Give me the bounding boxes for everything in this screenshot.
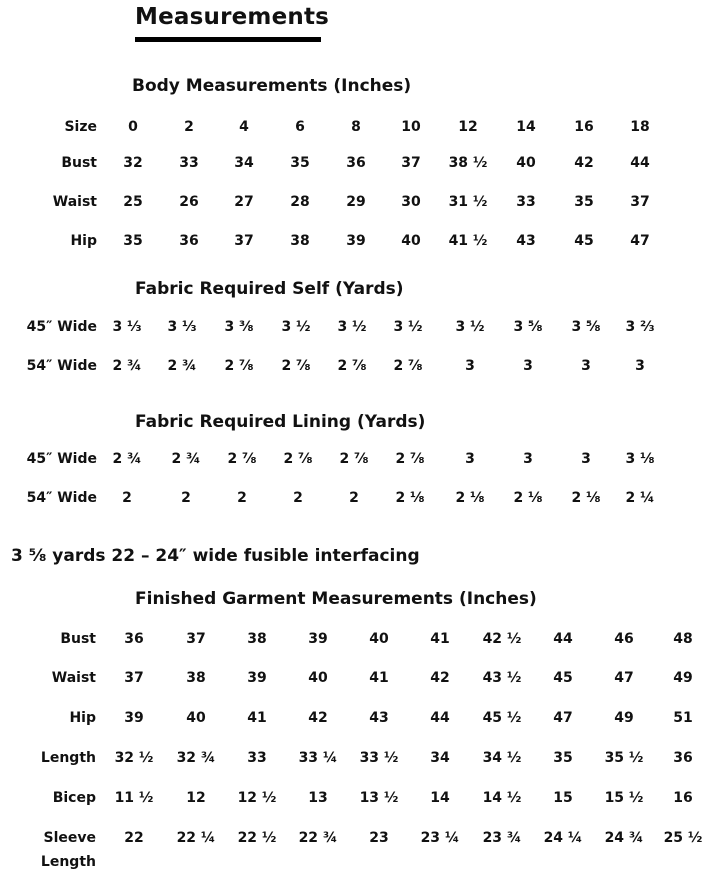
table-cell: 47 xyxy=(553,710,573,726)
table-cell: 13 xyxy=(308,790,328,806)
table-cell: 46 xyxy=(614,631,634,647)
table-cell: 37 xyxy=(124,670,144,686)
row-label: Length xyxy=(40,750,96,766)
table-cell: 3 xyxy=(465,358,475,374)
interfacing-note: 3 ⅝ yards 22 – 24″ wide fusible interfacing xyxy=(11,546,420,566)
page-title: Measurements xyxy=(135,4,330,30)
table-cell: 2 xyxy=(293,490,303,506)
table-cell: 41 xyxy=(247,710,267,726)
row-label: Waist xyxy=(52,194,97,210)
row-label: Sleeve xyxy=(43,830,96,846)
table-cell: 33 xyxy=(516,194,536,210)
table-cell: 13 ½ xyxy=(359,790,399,806)
table-cell: 35 ½ xyxy=(604,750,644,766)
table-cell: 44 xyxy=(630,155,650,171)
table-cell: 22 ¾ xyxy=(298,830,338,846)
table-cell: 29 xyxy=(346,194,366,210)
table-cell: 42 xyxy=(308,710,328,726)
table-cell: 42 xyxy=(430,670,450,686)
table-cell: 38 xyxy=(186,670,206,686)
table-cell: 3 ⅛ xyxy=(625,451,655,467)
table-cell: 2 xyxy=(184,119,194,135)
table-cell: 23 xyxy=(369,830,389,846)
row-label-line2: Length xyxy=(40,854,96,870)
table-cell: 39 xyxy=(346,233,366,249)
table-cell: 43 xyxy=(516,233,536,249)
row-label: Bicep xyxy=(52,790,96,806)
table-cell: 2 xyxy=(181,490,191,506)
table-cell: 24 ¾ xyxy=(604,830,644,846)
table-cell: 3 xyxy=(635,358,645,374)
fabric-self-heading: Fabric Required Self (Yards) xyxy=(135,279,404,299)
table-cell: 2 xyxy=(349,490,359,506)
table-cell: 42 xyxy=(574,155,594,171)
table-cell: 48 xyxy=(673,631,693,647)
table-cell: 2 ¾ xyxy=(112,358,142,374)
table-cell: 33 ½ xyxy=(359,750,399,766)
row-label: Bust xyxy=(60,631,96,647)
table-cell: 3 ⅜ xyxy=(224,319,254,335)
table-cell: 43 ½ xyxy=(482,670,522,686)
table-cell: 2 ⅛ xyxy=(455,490,485,506)
table-cell: 36 xyxy=(673,750,693,766)
table-cell: 2 ⅞ xyxy=(395,451,425,467)
table-cell: 2 ⅞ xyxy=(393,358,423,374)
table-cell: 3 xyxy=(581,451,591,467)
table-cell: 14 xyxy=(430,790,450,806)
table-cell: 32 xyxy=(123,155,143,171)
table-cell: 39 xyxy=(247,670,267,686)
title-underline xyxy=(135,37,321,42)
table-cell: 2 ¾ xyxy=(167,358,197,374)
table-cell: 23 ¼ xyxy=(420,830,460,846)
row-label: Hip xyxy=(69,710,96,726)
table-cell: 36 xyxy=(124,631,144,647)
table-cell: 2 ⅞ xyxy=(337,358,367,374)
body-measurements-heading: Body Measurements (Inches) xyxy=(132,76,412,96)
table-cell: 34 ½ xyxy=(482,750,522,766)
table-cell: 14 xyxy=(516,119,536,135)
table-cell: 37 xyxy=(630,194,650,210)
table-cell: 37 xyxy=(234,233,254,249)
table-cell: 15 ½ xyxy=(604,790,644,806)
table-cell: 35 xyxy=(553,750,573,766)
table-cell: 49 xyxy=(614,710,634,726)
table-cell: 35 xyxy=(290,155,310,171)
table-cell: 22 ½ xyxy=(237,830,277,846)
table-cell: 3 xyxy=(523,358,533,374)
row-label: Hip xyxy=(70,233,97,249)
table-cell: 45 xyxy=(553,670,573,686)
table-cell: 2 ⅞ xyxy=(224,358,254,374)
table-cell: 41 ½ xyxy=(448,233,488,249)
table-cell: 32 ½ xyxy=(114,750,154,766)
table-cell: 39 xyxy=(124,710,144,726)
table-cell: 47 xyxy=(614,670,634,686)
table-cell: 3 xyxy=(581,358,591,374)
table-cell: 37 xyxy=(186,631,206,647)
table-cell: 14 ½ xyxy=(482,790,522,806)
table-cell: 37 xyxy=(401,155,421,171)
table-cell: 3 ½ xyxy=(281,319,311,335)
table-cell: 34 xyxy=(430,750,450,766)
table-cell: 2 ⅛ xyxy=(571,490,601,506)
table-cell: 26 xyxy=(179,194,199,210)
table-cell: 22 xyxy=(124,830,144,846)
table-cell: 36 xyxy=(179,233,199,249)
table-cell: 44 xyxy=(553,631,573,647)
table-cell: 40 xyxy=(401,233,421,249)
table-cell: 16 xyxy=(574,119,594,135)
table-cell: 38 xyxy=(290,233,310,249)
table-cell: 24 ¼ xyxy=(543,830,583,846)
table-cell: 28 xyxy=(290,194,310,210)
table-cell: 35 xyxy=(123,233,143,249)
table-cell: 2 ⅞ xyxy=(281,358,311,374)
table-cell: 25 ½ xyxy=(663,830,703,846)
table-cell: 10 xyxy=(401,119,421,135)
row-label: Size xyxy=(64,119,97,135)
table-cell: 36 xyxy=(346,155,366,171)
row-label: 54″ Wide xyxy=(26,358,97,374)
table-cell: 49 xyxy=(673,670,693,686)
table-cell: 3 xyxy=(465,451,475,467)
table-cell: 2 ⅛ xyxy=(395,490,425,506)
table-cell: 3 ½ xyxy=(455,319,485,335)
table-cell: 3 ⅓ xyxy=(112,319,142,335)
table-cell: 3 ½ xyxy=(393,319,423,335)
table-cell: 33 xyxy=(247,750,267,766)
table-cell: 2 ⅞ xyxy=(227,451,257,467)
table-cell: 42 ½ xyxy=(482,631,522,647)
table-cell: 12 xyxy=(186,790,206,806)
table-cell: 2 ⅛ xyxy=(513,490,543,506)
table-cell: 25 xyxy=(123,194,143,210)
table-cell: 38 xyxy=(247,631,267,647)
table-cell: 41 xyxy=(430,631,450,647)
table-cell: 45 ½ xyxy=(482,710,522,726)
table-cell: 16 xyxy=(673,790,693,806)
table-cell: 34 xyxy=(234,155,254,171)
table-cell: 45 xyxy=(574,233,594,249)
table-cell: 22 ¼ xyxy=(176,830,216,846)
table-cell: 3 ⅔ xyxy=(625,319,655,335)
table-cell: 32 ¾ xyxy=(176,750,216,766)
row-label: Waist xyxy=(51,670,96,686)
table-cell: 12 xyxy=(458,119,478,135)
table-cell: 2 ¾ xyxy=(171,451,201,467)
table-cell: 12 ½ xyxy=(237,790,277,806)
row-label: Bust xyxy=(61,155,97,171)
table-cell: 3 xyxy=(523,451,533,467)
fabric-lining-heading: Fabric Required Lining (Yards) xyxy=(135,412,426,432)
table-cell: 33 ¼ xyxy=(298,750,338,766)
table-cell: 40 xyxy=(369,631,389,647)
table-cell: 2 ¾ xyxy=(112,451,142,467)
row-label: 45″ Wide xyxy=(26,451,97,467)
table-cell: 2 ⅞ xyxy=(283,451,313,467)
table-cell: 0 xyxy=(128,119,138,135)
table-cell: 3 ⅝ xyxy=(513,319,543,335)
table-cell: 6 xyxy=(295,119,305,135)
table-cell: 51 xyxy=(673,710,693,726)
table-cell: 2 ⅞ xyxy=(339,451,369,467)
table-cell: 8 xyxy=(351,119,361,135)
table-cell: 43 xyxy=(369,710,389,726)
table-cell: 18 xyxy=(630,119,650,135)
table-cell: 23 ¾ xyxy=(482,830,522,846)
table-cell: 4 xyxy=(239,119,249,135)
table-cell: 27 xyxy=(234,194,254,210)
table-cell: 40 xyxy=(516,155,536,171)
table-cell: 2 xyxy=(122,490,132,506)
row-label: 45″ Wide xyxy=(26,319,97,335)
table-cell: 40 xyxy=(308,670,328,686)
table-cell: 31 ½ xyxy=(448,194,488,210)
table-cell: 2 ¼ xyxy=(625,490,655,506)
row-label: 54″ Wide xyxy=(26,490,97,506)
table-cell: 40 xyxy=(186,710,206,726)
table-cell: 39 xyxy=(308,631,328,647)
table-cell: 11 ½ xyxy=(114,790,154,806)
table-cell: 47 xyxy=(630,233,650,249)
table-cell: 30 xyxy=(401,194,421,210)
table-cell: 35 xyxy=(574,194,594,210)
table-cell: 3 ⅝ xyxy=(571,319,601,335)
table-cell: 44 xyxy=(430,710,450,726)
table-cell: 3 ⅓ xyxy=(167,319,197,335)
table-cell: 3 ½ xyxy=(337,319,367,335)
table-cell: 33 xyxy=(179,155,199,171)
table-cell: 15 xyxy=(553,790,573,806)
table-cell: 38 ½ xyxy=(448,155,488,171)
table-cell: 41 xyxy=(369,670,389,686)
table-cell: 2 xyxy=(237,490,247,506)
finished-garment-heading: Finished Garment Measurements (Inches) xyxy=(135,589,537,609)
